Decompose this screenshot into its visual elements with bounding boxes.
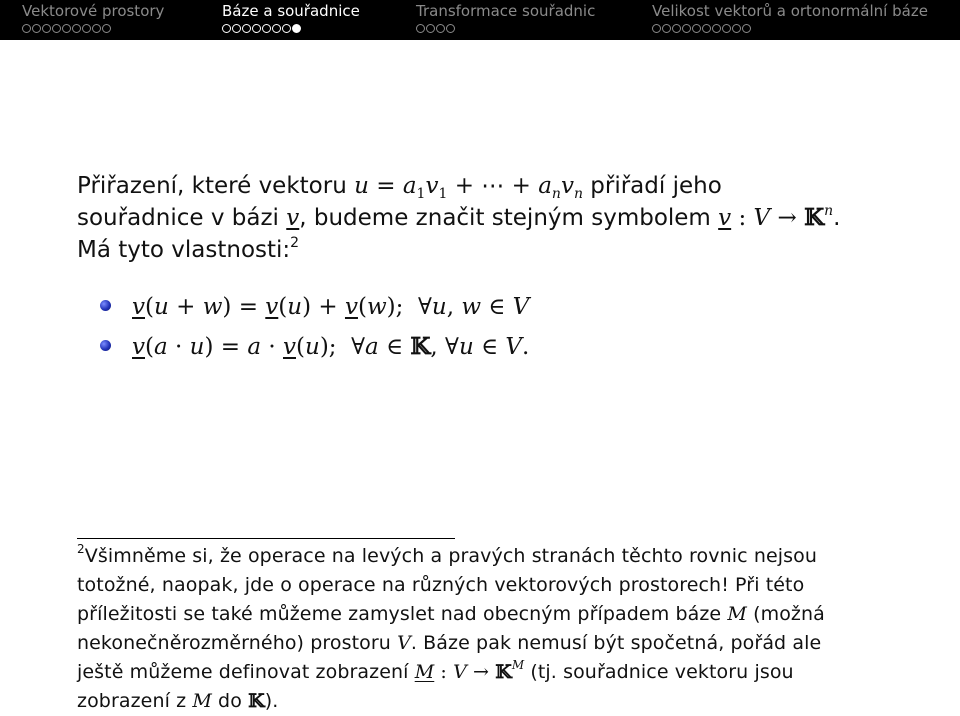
bullet-icon [100,340,111,351]
footnote: $^2$Všimněme si, že operace na levých a pravých stranách těchto rovnic nejsou totožné, naopak, jde o operace na různých vektorových prostorech! Při této příležitosti se také můžeme zamyslet nad obecným případem báze M (možná nekonečněrozměrného) prostoru V. Báze pak nemusí být spočetná, pořád ale ještě můžeme definovat zobrazení M : V → 𝕂$^M$ (tj. souřadnice vektoru jsou zobrazení z M do 𝕂). [77,542,825,712]
nav-section-2[interactable] [222,2,360,33]
slide-dot[interactable] [722,24,731,33]
slide-dot[interactable] [692,24,701,33]
slide-dot[interactable] [252,24,261,33]
slide-dot[interactable] [652,24,661,33]
definition-paragraph: Přiřazení, které vektoru $u = a_1v_1$ + ⋯ + $a_nv_n$ přiřadí jeho souřadnice v bázi v, budeme značit stejným symbolem v : V → 𝕂$^n$. Má tyto vlastnosti:$^2$ [77,173,841,263]
slide-dot[interactable] [282,24,291,33]
property-list [100,289,529,369]
slide-dot[interactable] [22,24,31,33]
slide-dot[interactable] [42,24,51,33]
footnote-divider [77,538,455,539]
slide-dot[interactable] [426,24,435,33]
slide-dot[interactable] [52,24,61,33]
slide-dot[interactable] [92,24,101,33]
slide-dot[interactable] [72,24,81,33]
slide-dot[interactable] [62,24,71,33]
slide-dots [22,24,164,33]
slide-dot[interactable] [416,24,425,33]
list-item: v(u + w) = v(u) + v(w); ∀u, w ∈ V [100,289,529,325]
slide-dot[interactable] [702,24,711,33]
bullet-icon [100,300,111,311]
slide-dot[interactable] [272,24,281,33]
slide-dots [416,24,595,33]
slide-dot[interactable] [712,24,721,33]
nav-section-4[interactable] [652,2,928,33]
slide-body [77,170,897,266]
nav-section-title[interactable]: Velikost vektorů a ortonormální báze [652,2,928,20]
nav-section-title[interactable]: Báze a souřadnice [222,2,360,20]
slide-dot[interactable] [662,24,671,33]
slide-dot[interactable] [242,24,251,33]
nav-section-3[interactable] [416,2,595,33]
nav-section-title[interactable]: Transformace souřadnic [416,2,596,20]
slide-dot[interactable] [232,24,241,33]
section-navigation-bar [0,0,960,40]
slide-dot[interactable] [436,24,445,33]
slide-dot[interactable] [82,24,91,33]
slide-dot[interactable] [222,24,231,33]
slide-dot[interactable] [262,24,271,33]
slide-dot[interactable] [732,24,741,33]
slide-dots [222,24,360,33]
list-item: v(a · u) = a · v(u); ∀a ∈ 𝕂, ∀u ∈ V. [100,329,529,365]
slide-dot[interactable] [672,24,681,33]
slide-dot[interactable] [446,24,455,33]
nav-section-title[interactable]: Vektorové prostory [22,2,165,20]
slide-dot[interactable] [102,24,111,33]
nav-section-1[interactable] [22,2,164,33]
slide-dots [652,24,928,33]
slide-dot[interactable] [292,24,301,33]
slide-dot[interactable] [742,24,751,33]
slide-dot[interactable] [682,24,691,33]
slide-dot[interactable] [32,24,41,33]
